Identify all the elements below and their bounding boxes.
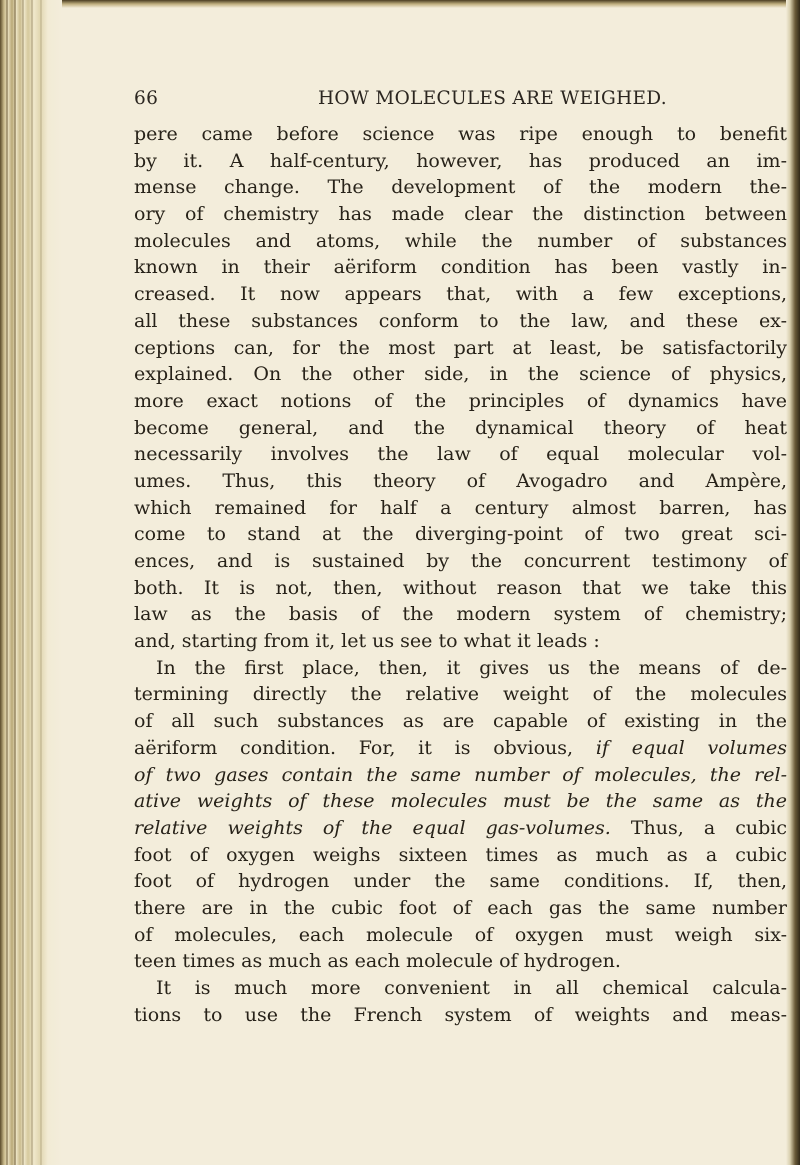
italic-line: ative weights of these molecules must be the same as the: [134, 790, 787, 813]
text-line: there are in the cubic foot of each gas the same number: [134, 896, 787, 919]
text-fragment: Thus, a cubic: [610, 816, 787, 839]
page-right-edge: [786, 0, 800, 1165]
italic-fragment: if equal volumes: [595, 736, 788, 759]
text-line: ences, and is sustained by the concurrent testimony of: [134, 550, 787, 572]
italic-fragment: relative weights of the equal gas-volumes.: [134, 816, 611, 839]
text-line-mixed: [134, 815, 787, 842]
page-header: [134, 88, 734, 112]
text-line: by it. A half-century, however, has produced an im-: [134, 149, 787, 172]
text-line: foot of hydrogen under the same conditions. If, then,: [134, 870, 787, 893]
page-top-edge: [0, 0, 800, 8]
text-line: more exact notions of the principles of dynamics have: [134, 389, 787, 412]
text-line: necessarily involves the law of equal molecular vol-: [134, 443, 787, 466]
text-line: ory of chemistry has made clear the distinction between: [134, 203, 787, 226]
text-line: law as the basis of the modern system of chemistry;: [134, 603, 787, 626]
text-line: mense change. The development of the modern the-: [134, 176, 787, 199]
italic-line: of two gases contain the same number of molecules, the rel-: [134, 763, 787, 786]
text-line: come to stand at the diverging-point of two great sci-: [134, 523, 787, 546]
text-line: It is much more convenient in all chemical calcula-: [156, 977, 787, 999]
running-title: HOW MOLECULES ARE WEIGHED.: [318, 88, 667, 109]
text-line: molecules and atoms, while the number of substances: [134, 229, 787, 252]
body-text: [134, 121, 787, 1028]
text-line: ceptions can, for the most part at least, be satisfactorily: [134, 336, 787, 359]
text-line: pere came before science was ripe enough to benefit: [134, 123, 787, 145]
text-line-mixed: [134, 735, 787, 762]
text-line: all these substances conform to the law, and these ex-: [134, 309, 787, 332]
text-line: known in their aëriform condition has been vastly in-: [134, 256, 787, 279]
text-line: explained. On the other side, in the science of physics,: [134, 363, 787, 386]
text-line: foot of oxygen weighs sixteen times as much as a cubic: [134, 843, 787, 866]
text-line: both. It is not, then, without reason that we take this: [134, 576, 787, 599]
text-line: termining directly the relative weight of the molecules: [134, 683, 787, 706]
text-line: umes. Thus, this theory of Avogadro and Ampère,: [134, 469, 787, 492]
text-line: In the first place, then, it gives us the means of de-: [156, 656, 787, 679]
text-line: tions to use the French system of weights and meas-: [134, 1003, 787, 1026]
text-line: creased. It now appears that, with a few exceptions,: [134, 283, 787, 306]
text-line: of all such substances as are capable of existing in the: [134, 710, 787, 733]
text-line: teen times as much as each molecule of hydrogen.: [134, 950, 621, 973]
text-line: which remained for half a century almost barren, has: [134, 496, 787, 519]
page-number: 66: [134, 88, 159, 109]
text-line: become general, and the dynamical theory of heat: [134, 416, 787, 439]
book-binding-edge: [0, 0, 62, 1165]
text-line: and, starting from it, let us see to what it leads :: [134, 630, 600, 653]
text-line: of molecules, each molecule of oxygen must weigh six-: [134, 923, 787, 946]
text-fragment: aëriform condition. For, it is obvious,: [134, 736, 596, 759]
